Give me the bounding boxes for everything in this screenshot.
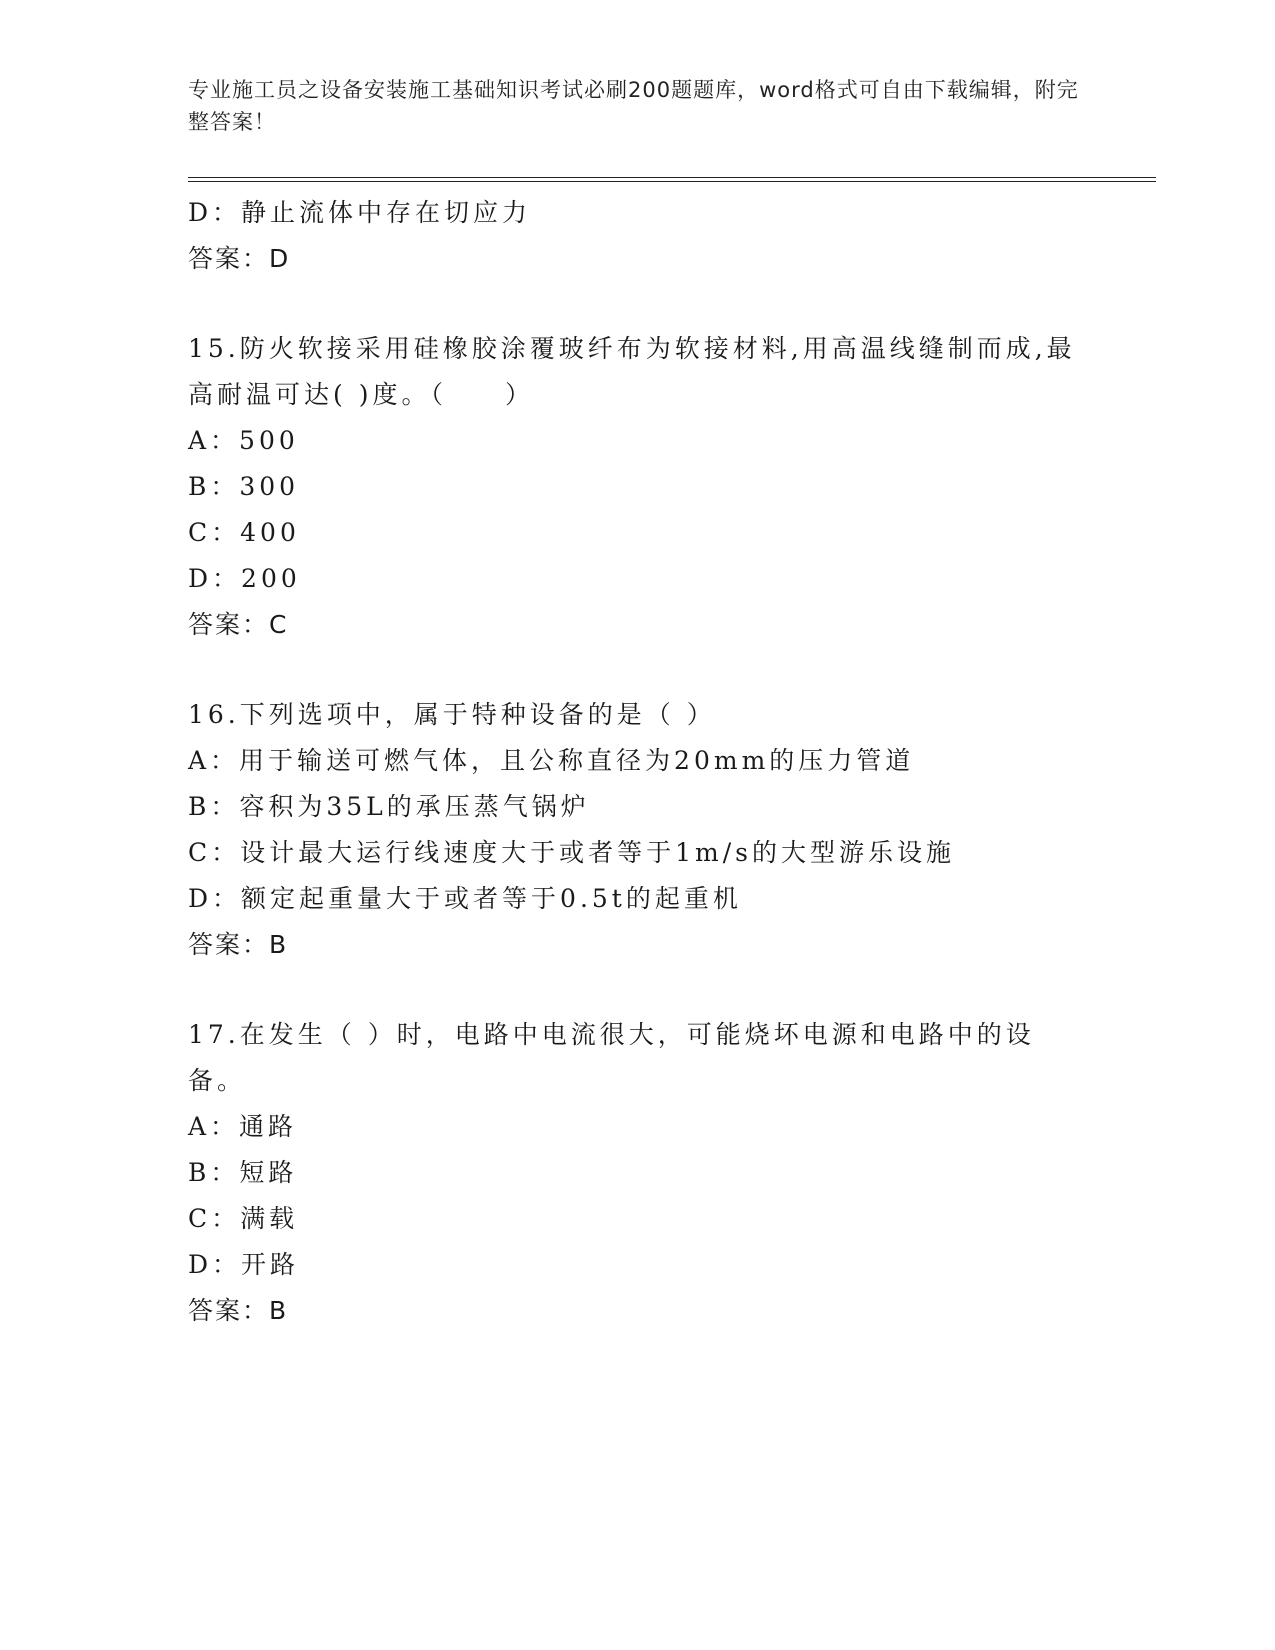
option-b: B：容积为35L的承压蒸气锅炉 xyxy=(188,792,590,821)
question-stem: 16.下列选项中，属于特种设备的是（ ） xyxy=(188,700,716,729)
option-d: D：额定起重量大于或者等于0.5t的起重机 xyxy=(188,884,742,913)
option-c: C：满载 xyxy=(188,1204,299,1233)
option-d: D：静止流体中存在切应力 xyxy=(188,198,532,227)
answer-line: 答案：B xyxy=(188,1296,289,1325)
question-15 xyxy=(188,326,1088,648)
option-b: B：300 xyxy=(188,472,300,501)
page-header: 专业施工员之设备安装施工基础知识考试必刷200题题库，word格式可自由下载编辑，附完整答案！ xyxy=(188,78,1079,134)
option-a: A：用于输送可燃气体，且公称直径为20mm的压力管道 xyxy=(188,746,915,775)
answer-line: 答案：D xyxy=(188,244,291,273)
answer-line: 答案：B xyxy=(188,930,289,959)
question-stem: 15.防火软接采用硅橡胶涂覆玻纤布为软接材料,用高温线缝制而成,最高耐温可达( )度。（ ） xyxy=(188,334,1076,409)
option-a: A：500 xyxy=(188,426,299,455)
document-body xyxy=(188,190,1088,1334)
option-d: D：200 xyxy=(188,564,301,593)
continued-question xyxy=(188,190,1088,282)
question-17 xyxy=(188,1012,1088,1334)
header-divider xyxy=(188,177,1156,182)
option-d: D：开路 xyxy=(188,1250,300,1279)
option-c: C：400 xyxy=(188,518,300,547)
answer-line: 答案：C xyxy=(188,610,289,639)
option-c: C：设计最大运行线速度大于或者等于1m/s的大型游乐设施 xyxy=(188,838,955,867)
option-b: B：短路 xyxy=(188,1158,298,1187)
option-a: A：通路 xyxy=(188,1112,298,1141)
question-stem: 17.在发生（ ）时，电路中电流很大，可能烧坏电源和电路中的设备。 xyxy=(188,1020,1035,1095)
question-16 xyxy=(188,692,1088,968)
